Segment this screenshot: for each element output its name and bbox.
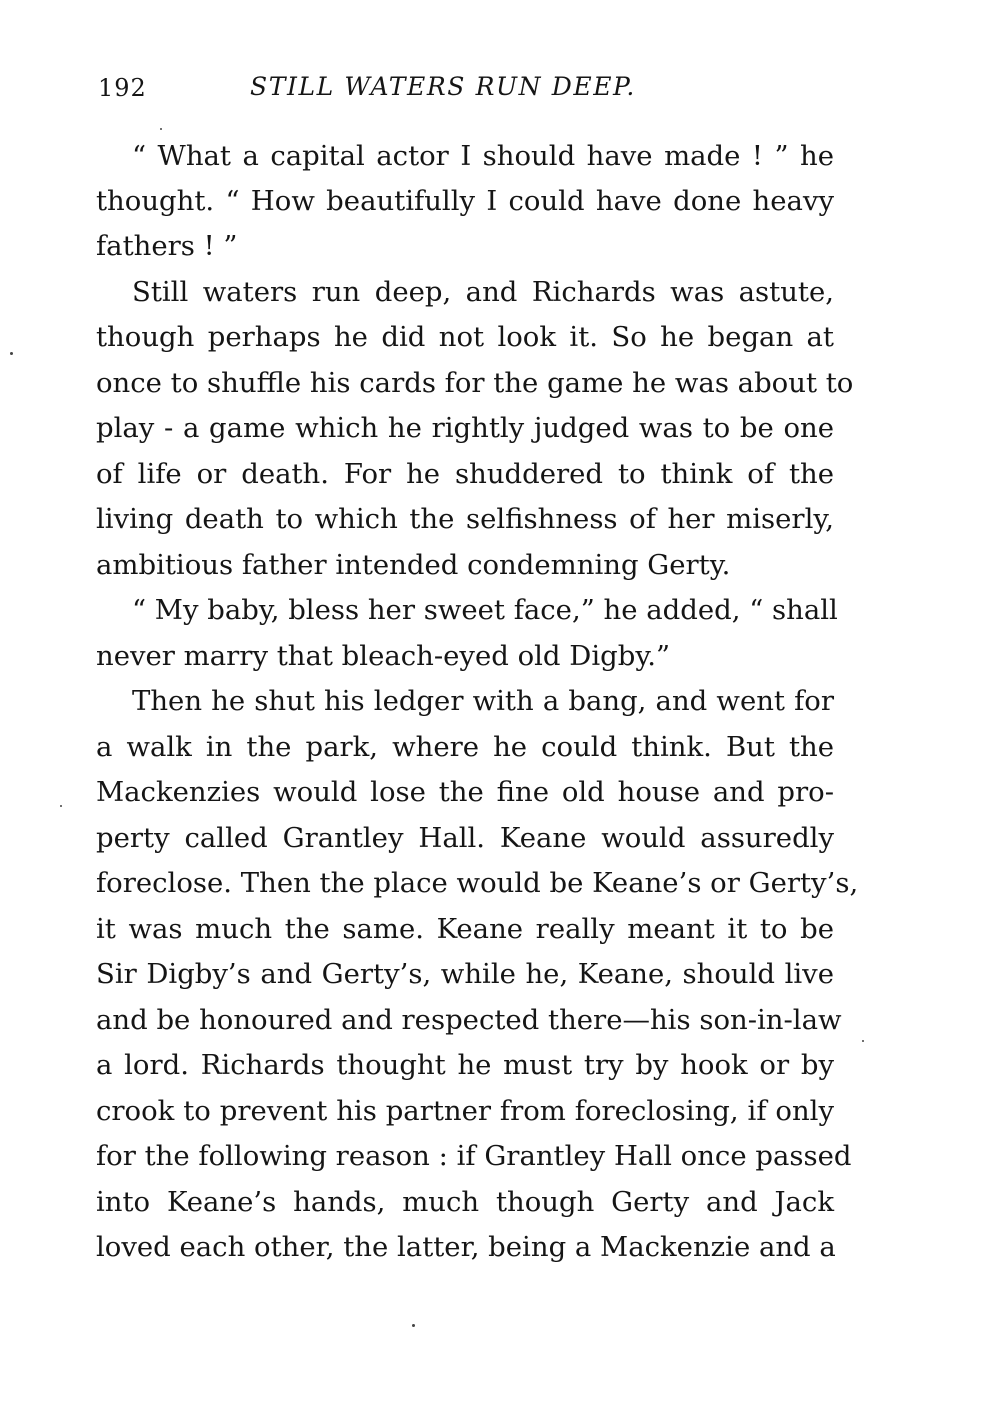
text-line: Then he shut his ledger with a bang, and went for xyxy=(132,685,834,717)
text-line: thought. “ How beautifully I could have done heavy xyxy=(96,185,834,217)
text-line: and be honoured and respected there—his son-in-law xyxy=(96,1004,842,1036)
text-line: “ What a capital actor I should have made ! ” he xyxy=(132,140,834,172)
scan-speck xyxy=(60,805,62,807)
scan-speck xyxy=(412,1324,415,1327)
text-line: once to shuffle his cards for the game he was about to xyxy=(96,367,854,399)
text-line: for the following reason : if Grantley Hall once passed xyxy=(96,1140,852,1172)
text-line: into Keane’s hands, much though Gerty and Jack xyxy=(96,1186,834,1218)
text-line: living death to which the selfishness of her miserly, xyxy=(96,503,834,535)
text-line: though perhaps he did not look it. So he began at xyxy=(96,321,834,353)
text-line: Still waters run deep, and Richards was astute, xyxy=(132,276,834,308)
text-line: of life or death. For he shuddered to think of the xyxy=(96,458,834,490)
scan-speck xyxy=(160,128,162,130)
text-line: perty called Grantley Hall. Keane would assuredly xyxy=(96,822,834,854)
text-line: ambitious father intended condemning Gerty. xyxy=(96,549,731,581)
page-number: 192 xyxy=(98,74,147,102)
scan-speck xyxy=(862,1040,864,1042)
text-line: never marry that bleach-eyed old Digby.” xyxy=(96,640,671,672)
text-line: a lord. Richards thought he must try by hook or by xyxy=(96,1049,834,1081)
text-line: fathers ! ” xyxy=(96,230,238,262)
text-line: Mackenzies would lose the fine old house and pro- xyxy=(96,776,834,808)
text-line: foreclose. Then the place would be Keane’s or Gerty’s, xyxy=(96,867,859,899)
text-line: Sir Digby’s and Gerty’s, while he, Keane, should live xyxy=(96,958,834,990)
text-line: “ My baby, bless her sweet face,” he added, “ shall xyxy=(132,594,838,626)
text-line: loved each other, the latter, being a Mackenzie and a xyxy=(96,1231,836,1263)
scan-speck xyxy=(10,352,13,355)
text-line: a walk in the park, where he could think. But the xyxy=(96,731,834,763)
text-line: it was much the same. Keane really meant it to be xyxy=(96,913,834,945)
text-line: play - a game which he rightly judged was to be one xyxy=(96,412,834,444)
text-line: crook to prevent his partner from foreclosing, if only xyxy=(96,1095,834,1127)
running-title: STILL WATERS RUN DEEP. xyxy=(250,72,636,101)
